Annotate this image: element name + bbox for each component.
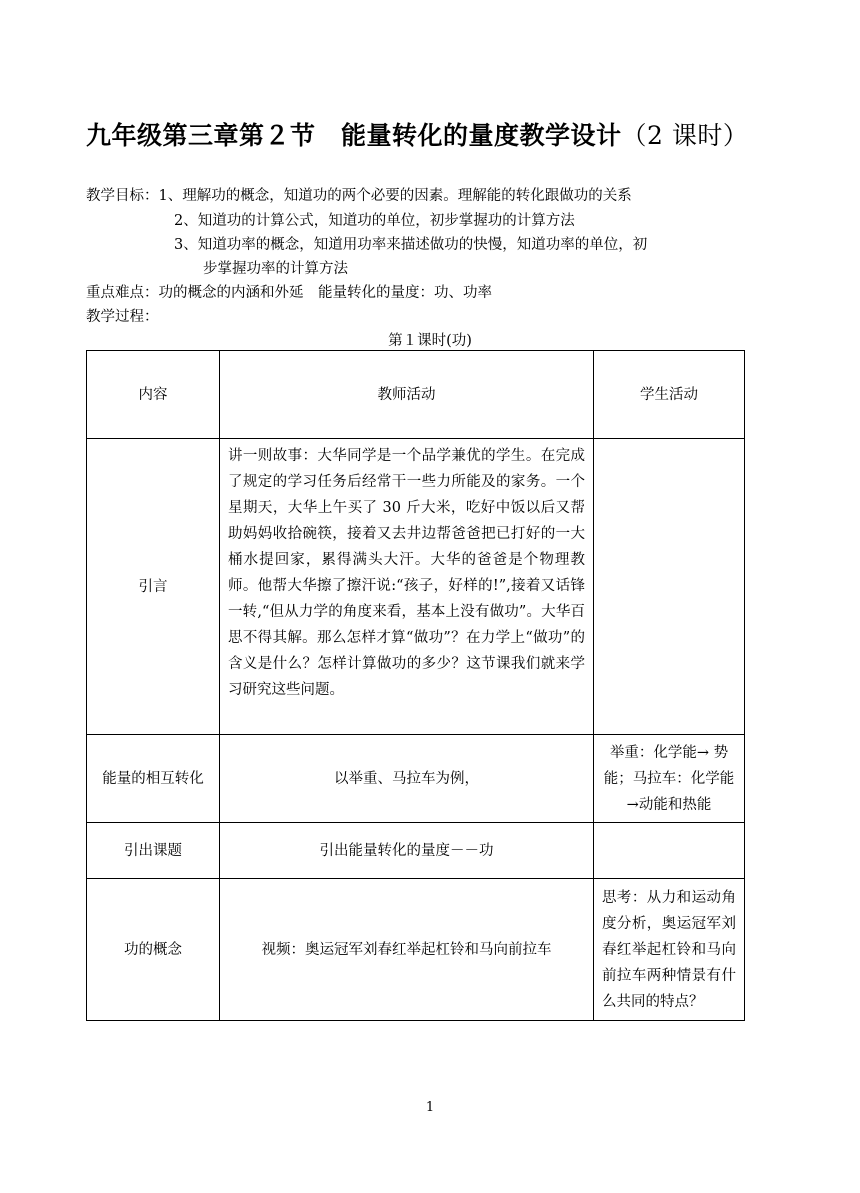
key-points: 重点难点：功的概念的内涵和外延 能量转化的量度：功、功率: [86, 285, 492, 301]
objective-3b: 步掌握功率的计算方法: [203, 261, 348, 277]
header-content: 内容: [87, 351, 220, 439]
row-student: [594, 823, 745, 879]
objective-3a: 3、知道功率的概念，知道用功率来描述做功的快慢，知道功率的单位，初: [174, 237, 648, 253]
title-main: 九年级第三章第２节 能量转化的量度教学设计: [86, 121, 622, 150]
row-teacher: 视频：奥运冠军刘春红举起杠铃和马向前拉车: [220, 879, 594, 1021]
table-row: [87, 879, 745, 1021]
header-student: 学生活动: [594, 351, 745, 439]
objective-1: 1、理解功的概念，知道功的两个必要的因素。理解能的转化跟做功的关系: [158, 188, 632, 204]
title-paren: （2 课时）: [621, 121, 749, 150]
table-row: [87, 823, 745, 879]
lesson-table: [86, 350, 745, 1021]
table-caption: 第１课时(功): [388, 333, 472, 349]
page-number: 1: [425, 1100, 435, 1115]
objective-2: 2、知道功的计算公式，知道功的单位，初步掌握功的计算方法: [174, 213, 575, 229]
row-student: [594, 439, 745, 735]
row-teacher: 讲一则故事：大华同学是一个品学兼优的学生。在完成了规定的学习任务后经常干一些力所能及的家务。一个星期天，大华上午买了 30 斤大米，吃好中饭以后又帮助妈妈收拾碗筷，接着又去井边帮爸爸把已打好的一大桶水提回家，累得满头大汗。大华的爸爸是个物理教师。他帮大华擦了擦汗说:“孩子，好样的!”,接着又话锋一转,“但从力学的角度来看，基本上没有做功”。大华百思不得其解。那么怎样才算“做功”？在力学上“做功”的含义是什么？怎样计算做功的多少？这节课我们就来学习研究这些问题。: [220, 439, 594, 735]
row-content: 能量的相互转化: [87, 735, 220, 823]
table-row: [87, 439, 745, 735]
row-teacher: 引出能量转化的量度－－功: [220, 823, 594, 879]
objectives-label: 教学目标：: [86, 188, 159, 204]
objectives-line-1: [86, 186, 632, 206]
header-teacher: 教师活动: [220, 351, 594, 439]
table-row: [87, 735, 745, 823]
row-content: 功的概念: [87, 879, 220, 1021]
process-label: 教学过程：: [86, 309, 159, 325]
row-student: 思考：从力和运动角度分析，奥运冠军刘春红举起杠铃和马向前拉车两种情景有什么共同的特点？: [594, 879, 745, 1021]
row-teacher: 以举重、马拉车为例，: [220, 735, 594, 823]
table-header-row: [87, 351, 745, 439]
row-student: 举重：化学能→ 势能；马拉车：化学能→动能和热能: [594, 735, 745, 823]
row-content: 引言: [87, 439, 220, 735]
row-content: 引出课题: [87, 823, 220, 879]
document-title: [86, 116, 786, 152]
